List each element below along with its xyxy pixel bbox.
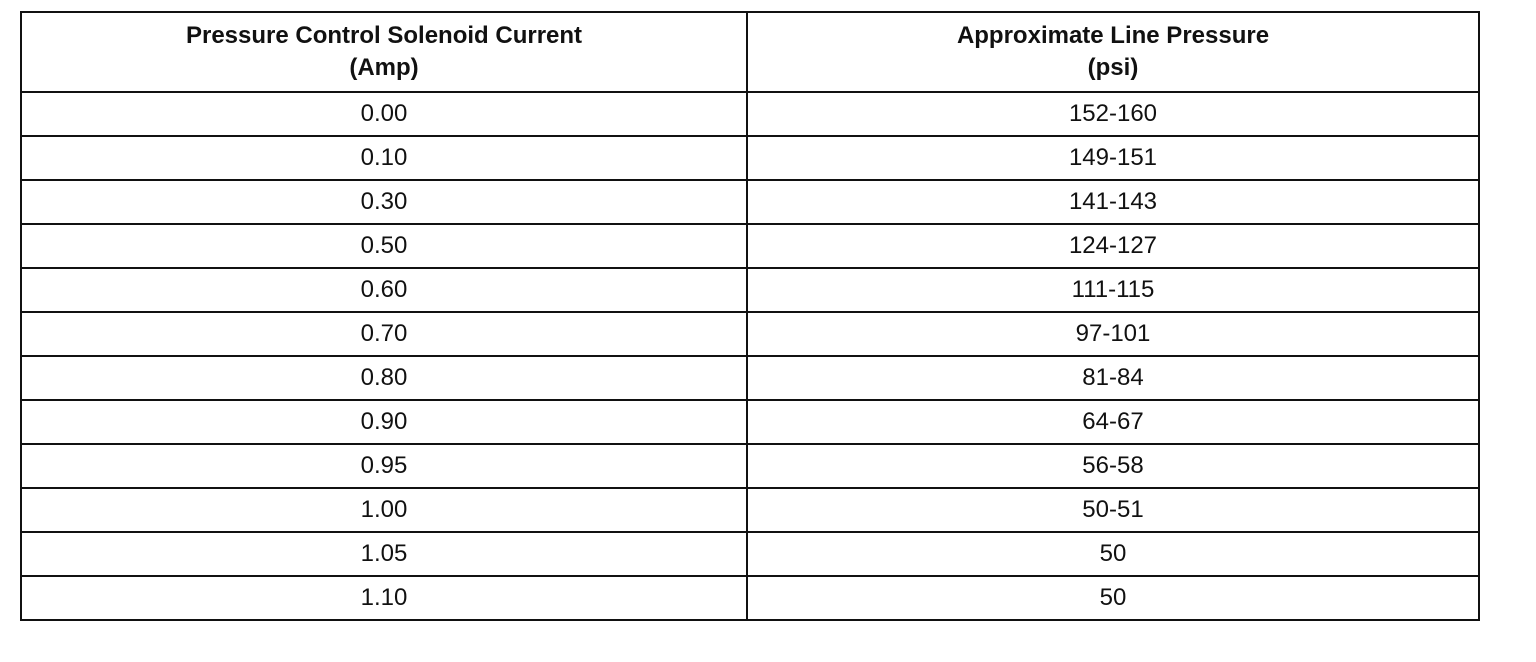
table-row	[21, 92, 1479, 136]
solenoid-current-cell: 0.60	[21, 268, 747, 312]
table-row	[21, 576, 1479, 620]
line-pressure-cell: 81-84	[747, 356, 1479, 400]
solenoid-current-cell: 0.95	[21, 444, 747, 488]
solenoid-current-cell: 1.00	[21, 488, 747, 532]
table-header	[21, 12, 1479, 92]
table-row	[21, 180, 1479, 224]
line-pressure-cell: 149-151	[747, 136, 1479, 180]
line-pressure-cell: 141-143	[747, 180, 1479, 224]
line-pressure-cell: 111-115	[747, 268, 1479, 312]
header-row	[21, 12, 1479, 92]
line-pressure-cell: 50	[747, 532, 1479, 576]
solenoid-current-cell: 1.05	[21, 532, 747, 576]
header-line-pressure-unit: (psi)	[1087, 54, 1139, 81]
table-body	[21, 92, 1479, 620]
line-pressure-cell: 50	[747, 576, 1479, 620]
line-pressure-cell: 124-127	[747, 224, 1479, 268]
table-row	[21, 224, 1479, 268]
header-line-pressure-title: Approximate Line Pressure	[956, 22, 1270, 49]
header-line-pressure	[747, 12, 1479, 92]
pressure-table-container	[20, 11, 1478, 621]
solenoid-current-cell: 0.10	[21, 136, 747, 180]
header-solenoid-current-title: Pressure Control Solenoid Current	[185, 22, 583, 49]
solenoid-current-cell: 0.50	[21, 224, 747, 268]
solenoid-current-cell: 1.10	[21, 576, 747, 620]
table-row	[21, 400, 1479, 444]
table-row	[21, 356, 1479, 400]
header-solenoid-current	[21, 12, 747, 92]
line-pressure-cell: 50-51	[747, 488, 1479, 532]
line-pressure-cell: 152-160	[747, 92, 1479, 136]
solenoid-current-cell: 0.90	[21, 400, 747, 444]
solenoid-current-cell: 0.70	[21, 312, 747, 356]
solenoid-current-cell: 0.00	[21, 92, 747, 136]
line-pressure-cell: 97-101	[747, 312, 1479, 356]
table-row	[21, 136, 1479, 180]
solenoid-current-cell: 0.30	[21, 180, 747, 224]
table-row	[21, 532, 1479, 576]
table-row	[21, 488, 1479, 532]
pressure-table	[20, 11, 1480, 621]
solenoid-current-cell: 0.80	[21, 356, 747, 400]
header-solenoid-current-unit: (Amp)	[349, 54, 419, 81]
table-row	[21, 444, 1479, 488]
table-row	[21, 312, 1479, 356]
line-pressure-cell: 56-58	[747, 444, 1479, 488]
table-row	[21, 268, 1479, 312]
line-pressure-cell: 64-67	[747, 400, 1479, 444]
